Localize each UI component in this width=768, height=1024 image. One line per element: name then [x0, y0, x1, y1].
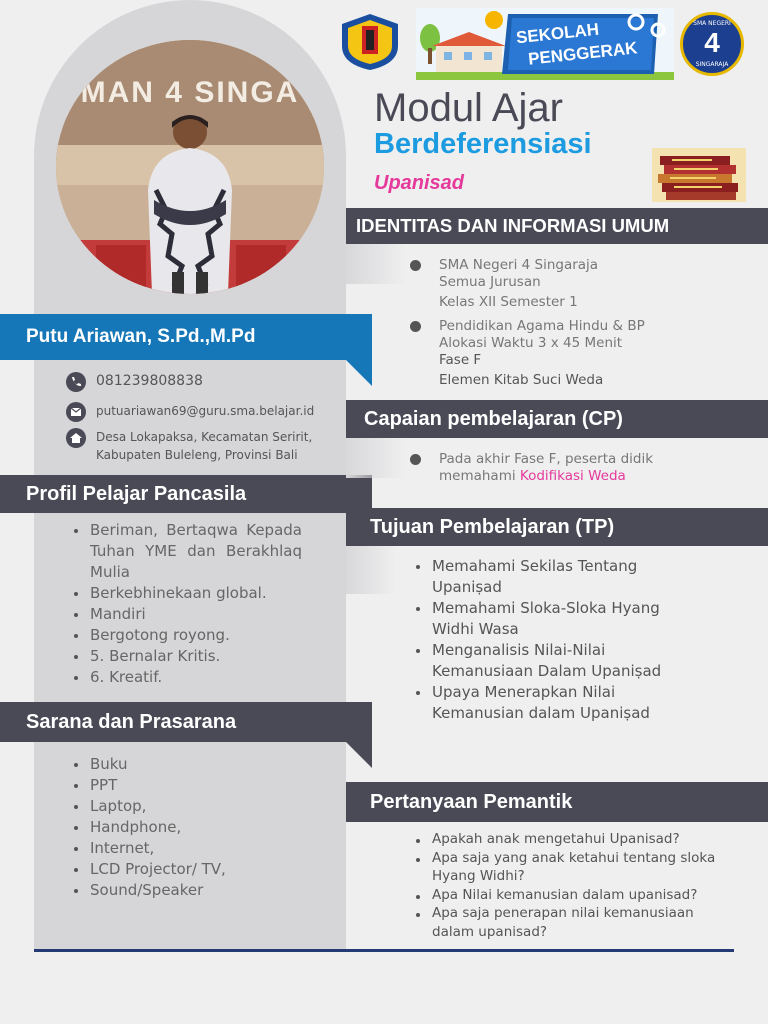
list-item: Internet,	[72, 838, 312, 859]
list-item: Sound/Speaker	[72, 880, 312, 901]
pertanyaan-list	[414, 830, 734, 941]
address-text: Desa Lokapaksa, Kecamatan Seririt, Kabupaten Buleleng, Provinsi Bali	[96, 430, 313, 462]
tp-heading	[346, 508, 768, 546]
profil-list	[72, 520, 302, 688]
phone-text: 081239808838	[96, 373, 203, 389]
identitas-group2	[410, 318, 645, 389]
contact-phone	[66, 372, 203, 392]
badge-line2: PENGGERAK	[527, 38, 639, 69]
district-logo	[338, 12, 402, 72]
list-item: Menganalisis Nilai-Nilai Kemanusiaan Dalam Upaniṣad	[414, 640, 704, 682]
sarana-list	[72, 754, 312, 901]
bullet-dot	[410, 260, 421, 271]
school-logo-bottom: SINGARAJA	[695, 61, 729, 68]
list-item: PPT	[72, 775, 312, 796]
list-item: Mandiri	[72, 604, 302, 625]
list-item: Handphone,	[72, 817, 312, 838]
list-item: Upaya Menerapkan Nilai Kemanusian dalam Upaniṣad	[414, 682, 704, 724]
identitas-major: Semua Jurusan	[439, 274, 541, 290]
list-item: Memahami Sekilas Tentang Upaniṣad	[414, 556, 704, 598]
home-icon	[66, 428, 86, 448]
title-main: Modul Ajar	[374, 86, 563, 130]
sarana-fold	[346, 742, 372, 768]
author-name: Putu Ariawan, S.Pd.,M.Pd	[26, 326, 256, 347]
school-logo-top: SMA NEGERI	[693, 20, 731, 27]
bullet-dot	[410, 454, 421, 465]
profil-heading	[0, 475, 372, 513]
identitas-subject: Pendidikan Agama Hindu & BP	[439, 318, 645, 334]
identitas-group1	[410, 257, 598, 311]
sarana-heading-text: Sarana dan Prasarana	[26, 710, 237, 733]
school-logo	[680, 12, 744, 76]
author-photo	[56, 40, 324, 294]
identitas-element: Elemen Kitab Suci Weda	[439, 372, 604, 388]
photo-wall-text: MAN 4 SINGA	[80, 76, 300, 109]
cp-highlight: Kodifikasi Weda	[519, 468, 626, 484]
list-item: Buku	[72, 754, 312, 775]
sekolah-penggerak-badge	[416, 8, 674, 80]
identitas-heading	[346, 208, 768, 244]
cp-heading-text: Capaian pembelajaran (CP)	[364, 407, 623, 430]
sarana-heading	[0, 702, 372, 742]
identitas-heading-text: IDENTITAS DAN INFORMASI UMUM	[356, 215, 670, 236]
school-logo-number: 4	[704, 27, 720, 58]
identitas-shadow	[346, 244, 406, 284]
banner-fold	[346, 360, 372, 386]
title-topic: Upanisad	[374, 172, 465, 194]
tp-list	[414, 556, 704, 724]
bullet-dot	[410, 321, 421, 332]
identitas-time: Alokasi Waktu 3 x 45 Menit	[439, 335, 623, 351]
tp-shadow	[346, 546, 396, 594]
cp-text-line1: Pada akhir Fase F, peserta didik	[439, 451, 654, 467]
footer-line	[34, 949, 734, 952]
tp-heading-text: Tujuan Pembelajaran (TP)	[370, 515, 615, 538]
mail-icon	[66, 402, 86, 422]
badge-line1: SEKOLAH	[515, 19, 600, 48]
list-item: Berkebhinekaan global.	[72, 583, 302, 604]
cp-heading	[346, 400, 768, 438]
list-item: Memahami Sloka-Sloka Hyang Widhi Wasa	[414, 598, 704, 640]
cp-body	[410, 451, 653, 485]
list-item: Bergotong royong.	[72, 625, 302, 646]
cp-text-line2: memahami	[439, 468, 520, 484]
list-item: Beriman, Bertaqwa Kepada Tuhan YME dan Berakhlaq Mulia	[72, 520, 302, 583]
pertanyaan-heading	[346, 782, 768, 822]
pertanyaan-heading-text: Pertanyaan Pemantik	[370, 790, 573, 813]
list-item: Apakah anak mengetahui Upanisad?	[414, 830, 734, 849]
phone-icon	[66, 372, 86, 392]
contact-email	[66, 402, 314, 422]
list-item: Laptop,	[72, 796, 312, 817]
list-item: Apa saja penerapan nilai kemanusiaan dalam upanisad?	[414, 904, 734, 941]
identitas-phase: Fase F	[439, 352, 482, 368]
email-text: putuariawan69@guru.sma.belajar.id	[96, 404, 315, 418]
identitas-class: Kelas XII Semester 1	[439, 294, 578, 310]
list-item: 6. Kreatif.	[72, 667, 302, 688]
cp-shadow	[346, 438, 406, 478]
list-item: Apa saja yang anak ketahui tentang sloka Hyang Widhi?	[414, 849, 734, 886]
books-image	[652, 148, 746, 202]
contact-address	[66, 428, 346, 464]
author-name-banner	[0, 314, 372, 360]
list-item: 5. Bernalar Kritis.	[72, 646, 302, 667]
profil-heading-text: Profil Pelajar Pancasila	[26, 482, 247, 505]
title-sub: Berdeferensiasi	[374, 128, 592, 160]
list-item: Apa Nilai kemanusian dalam upanisad?	[414, 886, 734, 905]
identitas-school: SMA Negeri 4 Singaraja	[439, 257, 599, 273]
list-item: LCD Projector/ TV,	[72, 859, 312, 880]
